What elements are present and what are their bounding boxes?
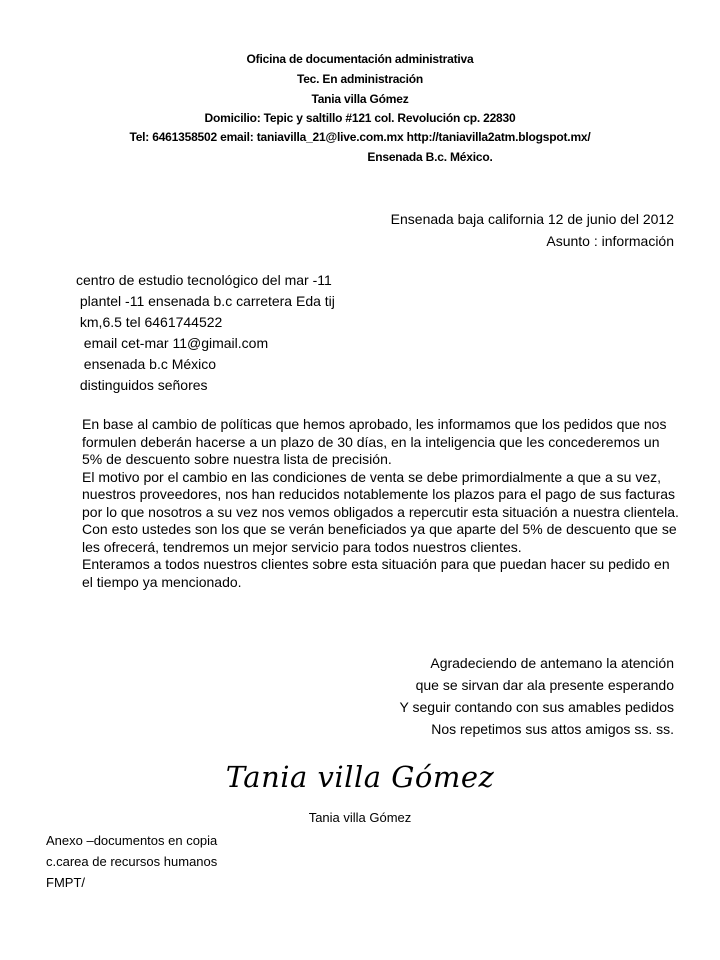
- closing-block: [400, 652, 674, 740]
- recipient-line: ensenada b.c México: [76, 356, 217, 372]
- letterhead-office: Oficina de documentación administrativa: [246, 52, 474, 66]
- letterhead-name: Tania villa Gómez: [311, 92, 409, 106]
- recipient-line: distinguidos señores: [76, 377, 208, 393]
- recipient-line: centro de estudio tecnológico del mar -11: [76, 272, 332, 288]
- recipient-line: plantel -11 ensenada b.c carretera Eda tij: [76, 293, 335, 309]
- recipient-block: [76, 270, 335, 396]
- letterhead-city: Ensenada B.c. México.: [367, 150, 493, 164]
- body-paragraph: Enteramos a todos nuestros clientes sobre esta situación para que puedan hacer su pedido en el tiempo ya mencionado.: [82, 556, 670, 590]
- letterhead-contact: Tel: 6461358502 email: taniavilla_21@live.com.mx http://taniavilla2atm.blogspot.mx/: [129, 130, 591, 144]
- body-paragraph: Con esto ustedes son los que se verán beneficiados ya que aparte del 5% de descuento que se les ofrecerá, tendremos un mejor servicio para todos nuestros clientes.: [82, 521, 677, 555]
- body-paragraph: El motivo por el cambio en las condiciones de venta se debe primordialmente a que a su vez, nuestros proveedores, nos han reducidos notablemente los plazos para el pago de sus facturas por lo que nosotros a su vez nos vemos obligados a repercutir esta situación a nuestra clientela.: [82, 468, 679, 520]
- annex-block: [46, 830, 217, 893]
- printed-name: Tania villa Gómez: [308, 810, 412, 825]
- annex-line: FMPT/: [46, 875, 85, 890]
- closing-line: Y seguir contando con sus amables pedidos: [399, 699, 674, 715]
- recipient-line: km,6.5 tel 6461744522: [76, 314, 223, 330]
- closing-line: Agradeciendo de antemano la atención: [430, 655, 674, 671]
- annex-line: c.carea de recursos humanos: [46, 854, 218, 869]
- letter-body: [82, 416, 682, 591]
- date-subject-block: [391, 208, 674, 252]
- letterhead-address: Domicilio: Tepic y saltillo #121 col. Revolución cp. 22830: [204, 111, 516, 125]
- recipient-line: email cet-mar 11@gimail.com: [76, 335, 269, 351]
- letterhead-program: Tec. En administración: [296, 72, 424, 86]
- date-line: Ensenada baja california 12 de junio del 2012: [390, 211, 674, 227]
- closing-line: que se sirvan dar ala presente esperando: [415, 677, 674, 693]
- closing-line: Nos repetimos sus attos amigos ss. ss.: [431, 721, 674, 737]
- annex-line: Anexo –documentos en copia: [46, 833, 218, 848]
- body-paragraph: En base al cambio de políticas que hemos aprobado, les informamos que los pedidos que nos formulen deberán hacerse a un plazo de 30 días, en la inteligencia que les concederemos un 5% de descuento sobre nuestra lista de precisión.: [82, 416, 667, 467]
- signature: Tania villa Gómez: [225, 760, 495, 794]
- subject-line: Asunto : información: [546, 233, 674, 249]
